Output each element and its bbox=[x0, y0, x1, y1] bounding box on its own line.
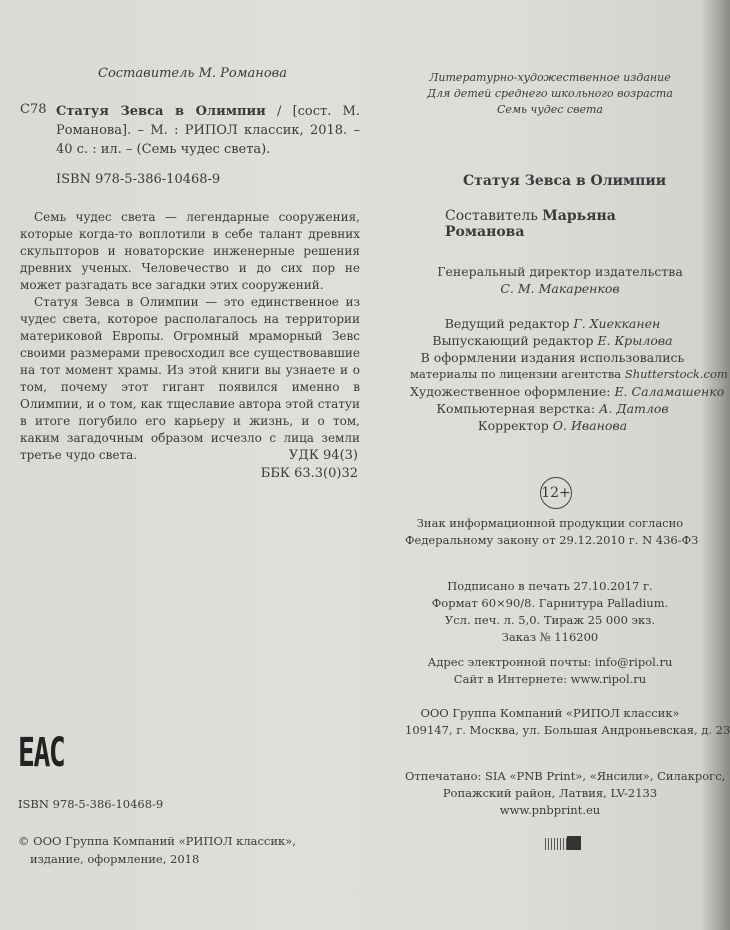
catalog-code: С78 bbox=[20, 102, 47, 117]
printer-line: www.pnbprint.eu bbox=[499, 803, 601, 817]
credit-line: В оформлении издания использовались bbox=[420, 350, 685, 365]
compiler-name: Марьяна Романова bbox=[445, 208, 616, 240]
printer-logo-mark bbox=[567, 836, 581, 850]
annotation-paragraph: Семь чудес света — легендарные сооружения, которые когда-то воплотили в себе талант древних скульпторов и новаторские инженерные решения древних ученых. Человечество и до сих пор не может разгадать все загадки этих сооружений. bbox=[20, 210, 360, 292]
print-info-line: Заказ № 116200 bbox=[501, 630, 599, 644]
print-info-line: Формат 60×90/8. Гарнитура Palladium. bbox=[431, 596, 669, 610]
annotation bbox=[20, 209, 360, 464]
director bbox=[430, 263, 690, 297]
credit-line: Художественное оформление: Е. Саламашенко bbox=[410, 384, 725, 399]
isbn-bottom: ISBN 978-5-386-10468-9 bbox=[18, 797, 164, 811]
genre-block bbox=[420, 70, 680, 118]
printer bbox=[405, 768, 726, 819]
credits bbox=[410, 315, 728, 434]
classification bbox=[261, 447, 358, 483]
isbn: ISBN 978-5-386-10468-9 bbox=[56, 172, 221, 187]
printer-logo-dots bbox=[545, 838, 567, 850]
printer-line: Ропажский район, Латвия, LV-2133 bbox=[442, 786, 658, 800]
compiler-line: Составитель М. Романова bbox=[98, 66, 287, 81]
genre-line: Литературно-художественное издание bbox=[429, 71, 671, 84]
compiler bbox=[445, 208, 700, 240]
bibliographic-entry bbox=[56, 102, 360, 159]
rating-note-line: Знак информационной продукции согласно bbox=[416, 516, 684, 530]
credit-line: материалы по лицензии агентства Shutterstock.com bbox=[410, 367, 728, 381]
publisher-line: 109147, г. Москва, ул. Большая Андроньевская, д. 23 bbox=[405, 723, 730, 737]
print-info-line: Подписано в печать 27.10.2017 г. bbox=[447, 579, 653, 593]
genre-line: Семь чудес света bbox=[497, 103, 603, 116]
contacts bbox=[420, 654, 680, 688]
director-label: Генеральный директор издательства bbox=[437, 264, 683, 279]
email-line: Адрес электронной почты: info@ripol.ru bbox=[427, 655, 673, 669]
credit-line: Корректор О. Иванова bbox=[477, 418, 628, 433]
bib-details: / [сост. М. Романова]. – М. : РИПОЛ классик, 2018. – 40 с. : ил. – (Семь чудес света). bbox=[56, 104, 360, 157]
age-rating-badge: 12+ bbox=[540, 477, 572, 509]
publisher bbox=[405, 705, 730, 739]
book-title: Статуя Зевса в Олимпии bbox=[463, 173, 667, 189]
printer-line: Отпечатано: SIA «PNB Print», «Янсили», Силакрогс, bbox=[405, 769, 726, 783]
udk: УДК 94(3) bbox=[288, 448, 358, 463]
print-info-line: Усл. печ. л. 5,0. Тираж 25 000 экз. bbox=[444, 613, 656, 627]
website-line: Сайт в Интернете: www.ripol.ru bbox=[453, 672, 647, 686]
copyright bbox=[18, 832, 296, 868]
bbk: ББК 63.3(0)32 bbox=[260, 466, 358, 481]
eac-logo: ЕАС bbox=[18, 730, 65, 776]
credit-line: Ведущий редактор Г. Хиекканен bbox=[444, 316, 661, 331]
bib-title: Статуя Зевса в Олимпии bbox=[56, 104, 266, 119]
copyright-line: © ООО Группа Компаний «РИПОЛ классик», bbox=[18, 834, 296, 848]
credit-line: Выпускающий редактор Е. Крылова bbox=[432, 333, 673, 348]
director-name: С. М. Макаренков bbox=[500, 281, 620, 296]
rating-note bbox=[405, 515, 699, 549]
annotation-paragraph: Статуя Зевса в Олимпии — это единственное из чудес света, которое располагалось на территории материковой Европы. Огромный мраморный Зевс своими размерами превосходил все существовавшие на тот момент храмы. Из этой книги вы узнаете и о том, почему этот гигант появился именно в Олимпии, и о том, как тщеславие автора этой статуи в итоге погубило его карьеру и жизнь, и о том, каким загадочным образом исчезло с лица земли третье чудо света. bbox=[20, 295, 360, 462]
publisher-line: ООО Группа Компаний «РИПОЛ классик» bbox=[420, 706, 680, 720]
rating-note-line: Федеральному закону от 29.12.2010 г. N 436-ФЗ bbox=[405, 533, 699, 547]
credit-line: Компьютерная верстка: А. Датлов bbox=[436, 401, 669, 416]
print-info bbox=[420, 578, 680, 646]
copyright-line: издание, оформление, 2018 bbox=[30, 852, 200, 866]
compiler-label: Составитель bbox=[445, 208, 543, 224]
genre-line: Для детей среднего школьного возраста bbox=[427, 87, 673, 100]
